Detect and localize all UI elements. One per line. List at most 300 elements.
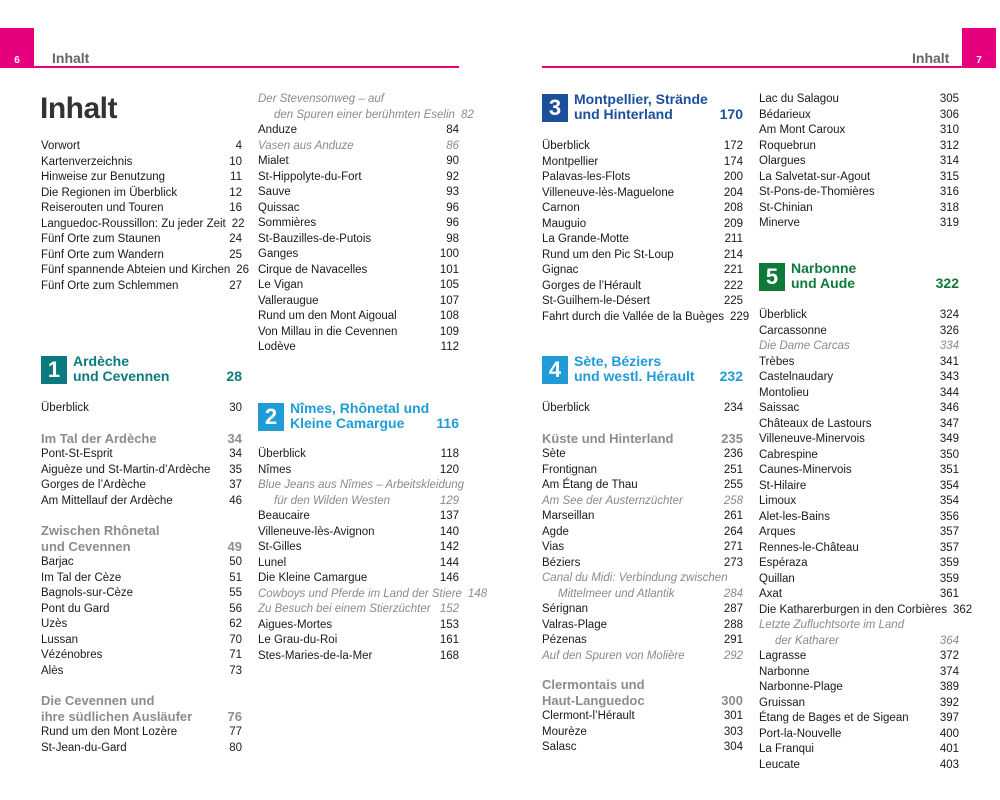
toc-entry-page: 51 — [229, 571, 242, 584]
toc-entry — [759, 417, 959, 433]
toc-entry-page: 343 — [939, 371, 959, 383]
toc-entry-page: 357 — [939, 526, 959, 538]
toc-entry-title: Axat — [759, 588, 783, 600]
chapter-4-heading — [542, 354, 743, 384]
toc-entry-page: 292 — [723, 649, 743, 662]
toc-entry-title: Sète — [542, 448, 566, 460]
toc-entry — [258, 556, 459, 572]
page-number-left: 6 — [14, 55, 20, 66]
toc-entry-title: Pont du Gard — [41, 602, 110, 615]
toc-entry-title: Lussan — [41, 633, 79, 646]
toc-entry-page: 146 — [439, 572, 459, 584]
toc-entry-page: 346 — [939, 402, 959, 414]
toc-entry — [258, 587, 488, 603]
toc-entry-title: La Franqui — [759, 743, 814, 755]
toc-entry-page: 93 — [446, 186, 459, 198]
toc-entry-page: 214 — [723, 248, 743, 261]
toc-entry — [542, 279, 743, 295]
toc-entry-title: Alet-les-Bains — [759, 510, 830, 523]
toc-entry — [759, 324, 959, 340]
toc-entry-page: 264 — [723, 525, 743, 538]
toc-entry-title: Kartenverzeichnis — [41, 155, 133, 168]
chapter-3-title: Montpellier, Strände und Hinterland — [574, 91, 708, 122]
toc-entry-title: den Spuren einer berühmten Eselin — [274, 108, 455, 121]
toc-entry — [759, 432, 959, 448]
toc-entry-title: Marseillan — [542, 510, 595, 522]
chapter-3-list — [542, 139, 750, 325]
toc-entry — [542, 649, 743, 665]
toc-entry-title: Auf den Spuren von Molière — [542, 649, 685, 662]
section-cevennen: Die Cevennen und ihre südlichen Ausläufer 76 — [41, 693, 242, 724]
toc-entry — [759, 216, 959, 232]
header-rule-left — [34, 66, 459, 68]
toc-entry-page: 258 — [723, 494, 743, 507]
toc-entry — [258, 633, 459, 649]
chapter-1-list-c — [41, 555, 242, 679]
toc-entry-title: St-Hippolyte-du-Fort — [258, 170, 362, 183]
toc-entry-title: Villeneuve-lès-Avignon — [258, 525, 375, 538]
chapter-1-list-d — [41, 725, 242, 756]
toc-entry — [258, 618, 459, 634]
toc-entry — [258, 540, 459, 556]
toc-entry — [41, 139, 242, 155]
toc-entry — [542, 709, 743, 725]
toc-entry-page: 287 — [723, 603, 743, 615]
toc-entry-page: 22 — [231, 217, 245, 230]
toc-entry-title: Carcassonne — [759, 324, 827, 337]
chapter-5-list — [759, 308, 973, 773]
page-title: Inhalt — [40, 92, 117, 125]
toc-entry — [542, 310, 750, 326]
toc-entry — [759, 92, 959, 108]
toc-entry — [759, 665, 959, 681]
toc-entry-page: 16 — [229, 202, 242, 214]
toc-entry-page: 204 — [723, 186, 743, 199]
toc-entry — [759, 201, 959, 217]
chapter-2-page: 116 — [436, 415, 459, 431]
toc-entry — [759, 556, 959, 572]
toc-entry-title: St-Pons-de-Thomières — [759, 186, 875, 198]
toc-entry-page: 105 — [439, 279, 459, 291]
toc-entry-title: Narbonne — [759, 665, 810, 678]
toc-entry — [41, 248, 242, 264]
toc-entry-title: Châteaux de Lastours — [759, 417, 872, 430]
toc-entry — [258, 478, 465, 494]
toc-entry — [41, 263, 250, 279]
toc-entry — [258, 108, 474, 124]
chapter-4-number: 4 — [542, 356, 568, 384]
chapter-3-page: 170 — [719, 106, 743, 122]
toc-entry — [258, 216, 459, 232]
toc-entry-page: 90 — [446, 155, 459, 167]
toc-entry-title: Mourèze — [542, 725, 587, 738]
toc-entry — [759, 463, 959, 479]
toc-entry-page: 25 — [229, 248, 242, 261]
toc-entry-page: 273 — [723, 556, 743, 569]
toc-entry-page: 200 — [723, 171, 743, 183]
toc-entry-page: 26 — [236, 264, 250, 276]
toc-entry-page: 140 — [439, 525, 459, 538]
toc-entry-title: Frontignan — [542, 463, 597, 476]
toc-entry-title: Le Vigan — [258, 279, 304, 291]
toc-entry — [258, 247, 459, 263]
toc-entry-page: 56 — [229, 602, 242, 615]
toc-entry-title: Saissac — [759, 402, 800, 414]
toc-intro-list — [41, 139, 250, 294]
toc-entry — [41, 571, 242, 587]
toc-entry-page: 303 — [723, 725, 743, 738]
toc-entry-title: Olargues — [759, 155, 806, 167]
toc-entry — [759, 401, 959, 417]
toc-entry-title: Carnon — [542, 202, 580, 214]
toc-entry-page: 77 — [229, 726, 242, 738]
toc-entry — [542, 509, 743, 525]
toc-entry — [542, 478, 743, 494]
toc-entry — [542, 139, 743, 155]
toc-entry-title: Fünf Orte zum Staunen — [41, 233, 161, 245]
toc-entry-page: 153 — [439, 618, 459, 631]
page-number-tab-right — [962, 28, 996, 68]
toc-entry-title: Vorwort — [41, 140, 80, 152]
toc-entry — [542, 155, 743, 171]
toc-entry-page: 359 — [939, 557, 959, 569]
section-tal-der-ardeche: Im Tal der Ardèche 34 — [41, 431, 242, 446]
toc-entry — [759, 711, 959, 727]
toc-entry — [542, 217, 743, 233]
toc-entry-page: 30 — [229, 402, 242, 414]
toc-entry — [258, 340, 459, 356]
toc-entry-title: Fünf spannende Abteien und Kirchen — [41, 264, 231, 276]
toc-entry — [759, 618, 959, 634]
chapter-4-page: 232 — [719, 368, 743, 384]
chapter-1-title: Ardèche und Cevennen — [73, 353, 170, 384]
toc-entry — [258, 509, 459, 525]
toc-entry-page: 354 — [939, 479, 959, 492]
toc-entry-title: Le Grau-du-Roi — [258, 634, 338, 646]
toc-entry-page: 209 — [723, 217, 743, 230]
toc-entry-page: 174 — [723, 155, 743, 168]
toc-entry-page: 324 — [939, 309, 959, 321]
toc-entry-page: 222 — [723, 279, 743, 292]
toc-entry-title: Leucate — [759, 758, 800, 771]
toc-entry-page: 129 — [439, 494, 459, 507]
toc-entry-title: Lac du Salagou — [759, 93, 839, 105]
toc-entry — [759, 572, 959, 588]
toc-entry-page: 71 — [229, 649, 242, 661]
toc-entry — [41, 725, 242, 741]
toc-entry-page: 225 — [723, 295, 743, 307]
toc-entry — [41, 186, 242, 202]
toc-entry — [41, 602, 242, 618]
toc-entry-title: La Salvetat-sur-Agout — [759, 170, 871, 183]
toc-entry-page: 4 — [235, 140, 242, 152]
section-clermontais: Clermontais und Haut-Languedoc 300 — [542, 677, 743, 708]
toc-entry-title: Am Étang de Thau — [542, 479, 638, 491]
toc-entry-page: 357 — [939, 541, 959, 554]
toc-entry — [41, 664, 242, 680]
chapter-1-number: 1 — [41, 356, 67, 384]
toc-entry — [258, 201, 459, 217]
toc-entry-page: 304 — [723, 741, 743, 753]
toc-entry — [41, 478, 242, 494]
toc-entry — [542, 494, 743, 510]
toc-entry — [41, 586, 242, 602]
toc-entry-title: Rund um den Mont Aigoual — [258, 310, 397, 322]
toc-entry-page: 112 — [440, 341, 459, 353]
toc-entry-page: 100 — [439, 248, 459, 260]
toc-entry-page: 98 — [446, 232, 459, 245]
toc-entry-page: 221 — [723, 264, 743, 276]
toc-entry — [542, 232, 743, 248]
toc-entry-title: St-Guilhem-le-Désert — [542, 295, 650, 307]
toc-entry — [258, 494, 459, 510]
chapter-2-number: 2 — [258, 403, 284, 431]
toc-entry — [258, 649, 459, 665]
chapter-3-heading — [542, 92, 743, 122]
toc-entry — [41, 155, 242, 171]
toc-entry-page: 392 — [939, 696, 959, 709]
toc-entry-page: 142 — [439, 541, 459, 553]
toc-entry — [542, 740, 743, 756]
toc-entry-page: 401 — [939, 743, 959, 755]
toc-entry — [542, 587, 743, 603]
toc-entry — [759, 696, 959, 712]
toc-entry-page: 312 — [939, 139, 959, 152]
chapter-2-list — [258, 447, 488, 664]
toc-entry-page: 144 — [439, 556, 459, 569]
toc-entry-page: 306 — [939, 108, 959, 121]
toc-entry-page: 251 — [723, 463, 743, 476]
toc-entry-page: 291 — [723, 634, 743, 646]
toc-entry-title: St-Gilles — [258, 541, 302, 553]
toc-entry — [41, 217, 245, 233]
toc-entry-title: Sauve — [258, 186, 291, 198]
toc-entry-page: 108 — [439, 310, 459, 322]
toc-entry-page: 351 — [939, 464, 959, 476]
toc-entry-page: 24 — [229, 233, 242, 245]
toc-entry-title: Trèbes — [759, 355, 795, 368]
toc-entry — [258, 294, 459, 310]
toc-entry-title: Beaucaire — [258, 510, 310, 522]
toc-entry-title: Caunes-Minervois — [759, 464, 852, 476]
toc-entry-page: 137 — [439, 510, 459, 522]
toc-entry — [542, 248, 743, 264]
toc-entry-title: Port-la-Nouvelle — [759, 727, 842, 740]
toc-entry-page: 318 — [939, 201, 959, 214]
toc-entry-title: Fünf Orte zum Schlemmen — [41, 279, 179, 292]
toc-entry — [258, 278, 459, 294]
toc-entry — [41, 617, 242, 633]
chapter-4-list-b — [542, 447, 743, 664]
toc-entry-page: 12 — [229, 186, 242, 199]
toc-entry — [542, 447, 743, 463]
toc-entry-title: Canal du Midi: Verbindung zwischen — [542, 572, 728, 584]
page-number-right: 7 — [976, 55, 982, 66]
toc-entry-page: 118 — [440, 448, 459, 460]
toc-entry-page: 372 — [939, 650, 959, 662]
chapter-2-heading — [258, 401, 459, 431]
chapter-5-page: 322 — [935, 275, 959, 291]
toc-entry-page: 50 — [229, 556, 242, 568]
toc-entry-title: Blue Jeans aus Nîmes – Arbeitskleidung — [258, 479, 465, 491]
toc-entry-page: 208 — [723, 202, 743, 214]
header-title-right: Inhalt — [912, 50, 950, 66]
toc-entry-title: Lunel — [258, 556, 287, 569]
toc-entry-title: für den Wilden Westen — [274, 494, 391, 507]
toc-entry-page: 161 — [439, 634, 459, 646]
toc-entry-title: Hinweise zur Benutzung — [41, 171, 166, 183]
toc-entry-title: Villeneuve-Minervois — [759, 433, 865, 445]
toc-entry — [759, 758, 959, 774]
toc-entry-page: 361 — [939, 588, 959, 600]
toc-entry-page: 236 — [723, 448, 743, 460]
toc-entry-title: Lagrasse — [759, 650, 807, 662]
toc-entry-title: Palavas-les-Flots — [542, 171, 631, 183]
toc-entry-page: 168 — [439, 649, 459, 662]
toc-entry-page: 319 — [939, 217, 959, 229]
toc-entry-title: Narbonne-Plage — [759, 681, 843, 693]
toc-entry-page: 148 — [467, 587, 488, 600]
toc-entry-page: 305 — [939, 93, 959, 105]
section-kueste-und-hinterland: Küste und Hinterland 235 — [542, 431, 743, 446]
toc-entry-title: St-Bauzilles-de-Putois — [258, 232, 372, 245]
chapter-1-overview — [41, 401, 242, 417]
toc-entry-title: Überblick — [542, 140, 590, 152]
toc-entry-page: 109 — [439, 325, 459, 338]
toc-entry-title: St-Jean-du-Gard — [41, 741, 127, 754]
toc-entry-page: 341 — [939, 355, 959, 368]
toc-entry-page: 10 — [229, 155, 242, 168]
toc-entry-title: Uzès — [41, 618, 68, 630]
toc-entry-page: 344 — [939, 386, 959, 399]
toc-entry-page: 211 — [724, 233, 743, 245]
toc-entry — [542, 525, 743, 541]
toc-entry-title: Vasen aus Anduze — [258, 139, 354, 152]
toc-entry-title: Bédarieux — [759, 108, 811, 121]
toc-entry — [41, 633, 242, 649]
toc-entry-title: Cirque de Navacelles — [258, 263, 368, 276]
toc-entry-page: 92 — [446, 170, 459, 183]
toc-entry — [759, 525, 959, 541]
toc-entry — [759, 649, 959, 665]
toc-entry-page: 271 — [723, 541, 743, 553]
toc-entry — [258, 602, 459, 618]
toc-entry — [542, 201, 743, 217]
toc-entry — [759, 510, 959, 526]
toc-entry-title: Vias — [542, 541, 565, 553]
toc-entry — [542, 602, 743, 618]
toc-entry-title: Fünf Orte zum Wandern — [41, 248, 164, 261]
chapter-5-title: Narbonne und Aude — [791, 260, 857, 291]
toc-entry-title: Quissac — [258, 201, 300, 214]
toc-entry — [542, 186, 743, 202]
toc-entry — [759, 139, 959, 155]
toc-entry-title: Überblick — [41, 402, 89, 414]
toc-entry-title: Valleraugue — [258, 294, 319, 307]
toc-entry — [759, 308, 959, 324]
toc-entry-title: Languedoc-Roussillon: Zu jeder Zeit — [41, 217, 226, 230]
toc-entry-title: Stes-Maries-de-la-Mer — [258, 649, 373, 662]
chapter-3-number: 3 — [542, 94, 568, 122]
toc-entry — [759, 541, 959, 557]
toc-entry-page: 288 — [723, 618, 743, 631]
toc-entry-title: Aiguèze und St-Martin-d’Ardèche — [41, 463, 211, 476]
chapter-1-list-b — [41, 447, 242, 509]
toc-entry-page: 400 — [939, 727, 959, 740]
chapter-1-page: 28 — [226, 368, 242, 384]
toc-entry-title: Minerve — [759, 217, 800, 229]
toc-entry — [542, 725, 743, 741]
page-number-tab-left — [0, 28, 34, 68]
toc-entry-title: Agde — [542, 525, 569, 538]
toc-entry-page: 172 — [723, 140, 743, 152]
chapter-4-title: Sète, Béziers und westl. Hérault — [574, 353, 695, 384]
toc-entry-title: Béziers — [542, 556, 581, 569]
toc-entry-page: 350 — [939, 448, 959, 461]
column-2-list — [258, 92, 474, 356]
toc-entry-page: 86 — [446, 139, 459, 152]
chapter-5-heading — [759, 261, 959, 291]
toc-entry-title: Cowboys und Pferde im Land der Stiere — [258, 587, 462, 600]
toc-entry — [41, 401, 242, 417]
header-title-left: Inhalt — [52, 50, 90, 66]
toc-entry-page: 255 — [723, 479, 743, 491]
toc-entry-title: Letzte Zufluchtsorte im Land — [759, 619, 905, 631]
toc-entry-title: Cabrespine — [759, 448, 818, 461]
toc-entry-page: 389 — [939, 681, 959, 693]
toc-entry-title: Rennes-le-Château — [759, 541, 859, 554]
toc-entry-title: Am See der Austernzüchter — [542, 494, 683, 507]
toc-entry-page: 11 — [230, 171, 242, 183]
toc-entry — [759, 634, 959, 650]
toc-entry-title: Überblick — [759, 309, 807, 321]
toc-entry-title: Die Dame Carcas — [759, 340, 850, 352]
chapter-4-list-c — [542, 709, 743, 756]
toc-entry-page: 359 — [939, 572, 959, 585]
toc-entry-page: 314 — [939, 155, 959, 167]
toc-entry — [258, 185, 459, 201]
toc-entry-page: 70 — [229, 633, 242, 646]
toc-entry-page: 356 — [939, 510, 959, 523]
toc-entry-title: Montpellier — [542, 155, 599, 168]
toc-entry-title: Gignac — [542, 264, 579, 276]
toc-entry-page: 152 — [439, 603, 459, 615]
chapter-1-heading — [41, 354, 242, 384]
toc-entry — [258, 325, 459, 341]
toc-entry — [258, 92, 459, 108]
toc-entry-title: Pézenas — [542, 634, 587, 646]
toc-entry-title: Anduze — [258, 124, 298, 136]
toc-entry — [258, 123, 459, 139]
toc-entry — [258, 463, 459, 479]
toc-entry-page: 364 — [939, 634, 959, 647]
toc-entry-title: Rund um den Mont Lozère — [41, 726, 178, 738]
toc-entry — [759, 355, 959, 371]
toc-entry-title: Nîmes — [258, 463, 292, 476]
toc-entry-title: Die Katharerburgen in den Corbières — [759, 603, 947, 616]
toc-entry-title: Mauguio — [542, 217, 587, 230]
toc-entry — [41, 463, 242, 479]
toc-entry-page: 316 — [939, 186, 959, 198]
toc-entry — [542, 170, 743, 186]
toc-entry — [542, 401, 743, 417]
section-zwischen-rhonetal: Zwischen Rhônetal und Cevennen 49 — [41, 523, 242, 554]
toc-entry — [542, 263, 743, 279]
toc-entry-page: 326 — [939, 324, 959, 337]
toc-entry-page: 229 — [729, 310, 750, 323]
toc-entry-page: 84 — [446, 124, 459, 136]
toc-entry — [258, 232, 459, 248]
